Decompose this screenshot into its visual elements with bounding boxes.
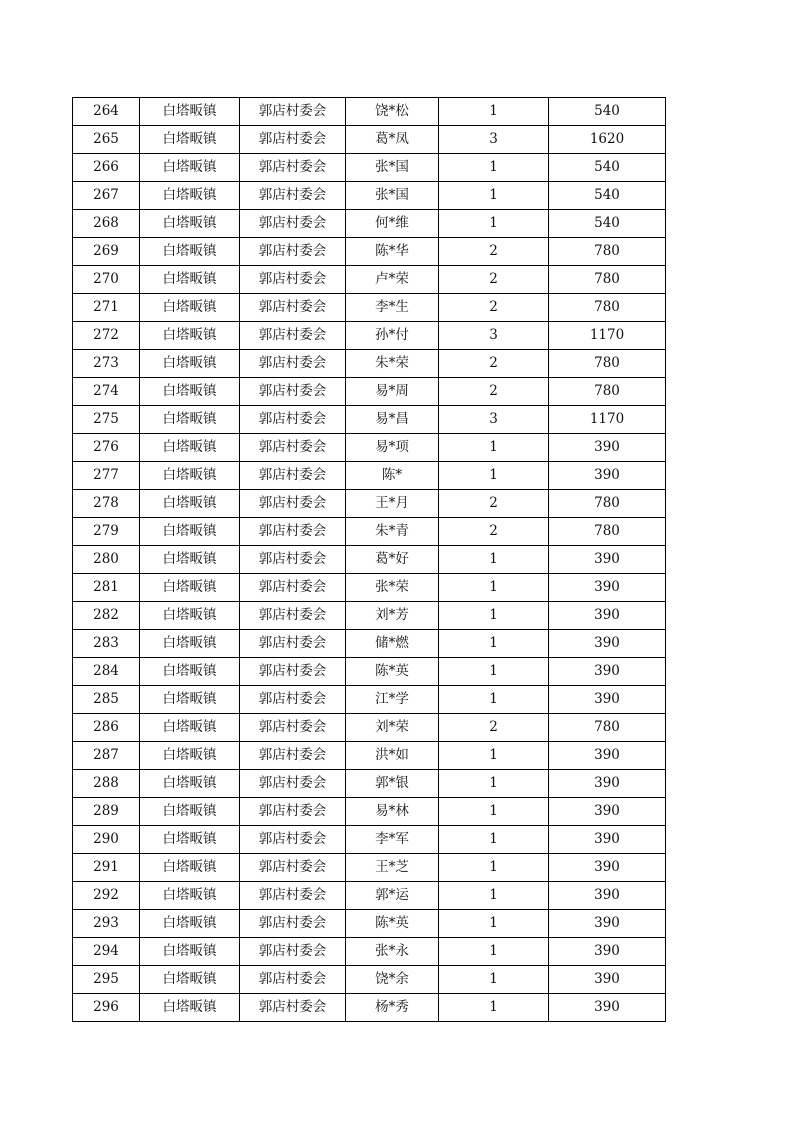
town-cell: 白塔畈镇 bbox=[140, 322, 240, 350]
row-number-cell: 295 bbox=[73, 966, 140, 994]
village-committee-cell: 郭店村委会 bbox=[240, 938, 346, 966]
village-committee-cell: 郭店村委会 bbox=[240, 98, 346, 126]
household-count-cell: 1 bbox=[439, 770, 549, 798]
household-count-cell: 1 bbox=[439, 910, 549, 938]
village-committee-cell: 郭店村委会 bbox=[240, 854, 346, 882]
table-row bbox=[73, 882, 666, 910]
household-count-cell: 3 bbox=[439, 322, 549, 350]
village-committee-cell: 郭店村委会 bbox=[240, 966, 346, 994]
table-row bbox=[73, 322, 666, 350]
household-count-cell: 1 bbox=[439, 658, 549, 686]
village-committee-cell: 郭店村委会 bbox=[240, 350, 346, 378]
table-row bbox=[73, 406, 666, 434]
household-count-cell: 2 bbox=[439, 238, 549, 266]
row-number-cell: 286 bbox=[73, 714, 140, 742]
household-count-cell: 1 bbox=[439, 938, 549, 966]
village-committee-cell: 郭店村委会 bbox=[240, 994, 346, 1022]
row-number-cell: 271 bbox=[73, 294, 140, 322]
town-cell: 白塔畈镇 bbox=[140, 574, 240, 602]
name-cell: 孙*付 bbox=[346, 322, 439, 350]
row-number-cell: 266 bbox=[73, 154, 140, 182]
amount-cell: 540 bbox=[549, 98, 666, 126]
name-cell: 易*周 bbox=[346, 378, 439, 406]
village-committee-cell: 郭店村委会 bbox=[240, 294, 346, 322]
household-count-cell: 1 bbox=[439, 630, 549, 658]
town-cell: 白塔畈镇 bbox=[140, 238, 240, 266]
household-count-cell: 2 bbox=[439, 350, 549, 378]
village-committee-cell: 郭店村委会 bbox=[240, 910, 346, 938]
name-cell: 张*国 bbox=[346, 154, 439, 182]
table-row bbox=[73, 742, 666, 770]
amount-cell: 390 bbox=[549, 602, 666, 630]
village-committee-cell: 郭店村委会 bbox=[240, 378, 346, 406]
household-count-cell: 1 bbox=[439, 98, 549, 126]
town-cell: 白塔畈镇 bbox=[140, 462, 240, 490]
household-count-cell: 1 bbox=[439, 210, 549, 238]
village-committee-cell: 郭店村委会 bbox=[240, 798, 346, 826]
town-cell: 白塔畈镇 bbox=[140, 630, 240, 658]
row-number-cell: 290 bbox=[73, 826, 140, 854]
table-row bbox=[73, 350, 666, 378]
town-cell: 白塔畈镇 bbox=[140, 126, 240, 154]
amount-cell: 390 bbox=[549, 658, 666, 686]
village-committee-cell: 郭店村委会 bbox=[240, 490, 346, 518]
table-row bbox=[73, 602, 666, 630]
table-row bbox=[73, 658, 666, 686]
household-count-cell: 1 bbox=[439, 994, 549, 1022]
household-count-cell: 1 bbox=[439, 742, 549, 770]
row-number-cell: 270 bbox=[73, 266, 140, 294]
row-number-cell: 278 bbox=[73, 490, 140, 518]
name-cell: 陈* bbox=[346, 462, 439, 490]
name-cell: 易*项 bbox=[346, 434, 439, 462]
table-row bbox=[73, 434, 666, 462]
town-cell: 白塔畈镇 bbox=[140, 602, 240, 630]
village-committee-cell: 郭店村委会 bbox=[240, 126, 346, 154]
village-committee-cell: 郭店村委会 bbox=[240, 210, 346, 238]
row-number-cell: 282 bbox=[73, 602, 140, 630]
village-committee-cell: 郭店村委会 bbox=[240, 770, 346, 798]
row-number-cell: 264 bbox=[73, 98, 140, 126]
row-number-cell: 276 bbox=[73, 434, 140, 462]
amount-cell: 390 bbox=[549, 546, 666, 574]
row-number-cell: 289 bbox=[73, 798, 140, 826]
row-number-cell: 273 bbox=[73, 350, 140, 378]
name-cell: 储*燃 bbox=[346, 630, 439, 658]
household-count-cell: 2 bbox=[439, 266, 549, 294]
town-cell: 白塔畈镇 bbox=[140, 294, 240, 322]
row-number-cell: 265 bbox=[73, 126, 140, 154]
table-row bbox=[73, 98, 666, 126]
village-committee-cell: 郭店村委会 bbox=[240, 686, 346, 714]
town-cell: 白塔畈镇 bbox=[140, 826, 240, 854]
row-number-cell: 280 bbox=[73, 546, 140, 574]
town-cell: 白塔畈镇 bbox=[140, 798, 240, 826]
row-number-cell: 268 bbox=[73, 210, 140, 238]
name-cell: 郭*银 bbox=[346, 770, 439, 798]
village-committee-cell: 郭店村委会 bbox=[240, 266, 346, 294]
table-row bbox=[73, 630, 666, 658]
table-row bbox=[73, 546, 666, 574]
table-row bbox=[73, 770, 666, 798]
town-cell: 白塔畈镇 bbox=[140, 938, 240, 966]
amount-cell: 390 bbox=[549, 882, 666, 910]
village-committee-cell: 郭店村委会 bbox=[240, 658, 346, 686]
household-count-cell: 2 bbox=[439, 518, 549, 546]
table-row bbox=[73, 210, 666, 238]
village-committee-cell: 郭店村委会 bbox=[240, 434, 346, 462]
household-count-cell: 3 bbox=[439, 126, 549, 154]
village-committee-cell: 郭店村委会 bbox=[240, 322, 346, 350]
table-row bbox=[73, 966, 666, 994]
town-cell: 白塔畈镇 bbox=[140, 770, 240, 798]
amount-cell: 780 bbox=[549, 378, 666, 406]
household-count-cell: 1 bbox=[439, 462, 549, 490]
name-cell: 王*芝 bbox=[346, 854, 439, 882]
row-number-cell: 279 bbox=[73, 518, 140, 546]
table-row bbox=[73, 994, 666, 1022]
name-cell: 杨*秀 bbox=[346, 994, 439, 1022]
household-count-cell: 2 bbox=[439, 378, 549, 406]
amount-cell: 780 bbox=[549, 490, 666, 518]
household-count-cell: 1 bbox=[439, 182, 549, 210]
table-row bbox=[73, 938, 666, 966]
town-cell: 白塔畈镇 bbox=[140, 994, 240, 1022]
village-committee-cell: 郭店村委会 bbox=[240, 882, 346, 910]
row-number-cell: 269 bbox=[73, 238, 140, 266]
amount-cell: 540 bbox=[549, 154, 666, 182]
amount-cell: 390 bbox=[549, 826, 666, 854]
row-number-cell: 272 bbox=[73, 322, 140, 350]
amount-cell: 780 bbox=[549, 518, 666, 546]
town-cell: 白塔畈镇 bbox=[140, 154, 240, 182]
table-row bbox=[73, 490, 666, 518]
amount-cell: 390 bbox=[549, 686, 666, 714]
amount-cell: 390 bbox=[549, 770, 666, 798]
row-number-cell: 267 bbox=[73, 182, 140, 210]
table-row bbox=[73, 378, 666, 406]
name-cell: 李*生 bbox=[346, 294, 439, 322]
town-cell: 白塔畈镇 bbox=[140, 210, 240, 238]
amount-cell: 390 bbox=[549, 630, 666, 658]
village-committee-cell: 郭店村委会 bbox=[240, 602, 346, 630]
amount-cell: 390 bbox=[549, 434, 666, 462]
household-count-cell: 1 bbox=[439, 882, 549, 910]
name-cell: 陈*英 bbox=[346, 658, 439, 686]
row-number-cell: 287 bbox=[73, 742, 140, 770]
town-cell: 白塔畈镇 bbox=[140, 742, 240, 770]
table-row bbox=[73, 798, 666, 826]
table-row bbox=[73, 574, 666, 602]
table-row bbox=[73, 714, 666, 742]
amount-cell: 540 bbox=[549, 182, 666, 210]
household-count-cell: 2 bbox=[439, 714, 549, 742]
row-number-cell: 288 bbox=[73, 770, 140, 798]
village-committee-cell: 郭店村委会 bbox=[240, 546, 346, 574]
row-number-cell: 283 bbox=[73, 630, 140, 658]
row-number-cell: 296 bbox=[73, 994, 140, 1022]
amount-cell: 1170 bbox=[549, 406, 666, 434]
row-number-cell: 291 bbox=[73, 854, 140, 882]
amount-cell: 390 bbox=[549, 938, 666, 966]
row-number-cell: 275 bbox=[73, 406, 140, 434]
name-cell: 张*国 bbox=[346, 182, 439, 210]
table-row bbox=[73, 686, 666, 714]
name-cell: 郭*运 bbox=[346, 882, 439, 910]
row-number-cell: 281 bbox=[73, 574, 140, 602]
town-cell: 白塔畈镇 bbox=[140, 686, 240, 714]
name-cell: 陈*华 bbox=[346, 238, 439, 266]
name-cell: 陈*英 bbox=[346, 910, 439, 938]
household-count-cell: 3 bbox=[439, 406, 549, 434]
household-count-cell: 1 bbox=[439, 798, 549, 826]
household-count-cell: 1 bbox=[439, 854, 549, 882]
name-cell: 张*永 bbox=[346, 938, 439, 966]
amount-cell: 390 bbox=[549, 574, 666, 602]
row-number-cell: 293 bbox=[73, 910, 140, 938]
name-cell: 江*学 bbox=[346, 686, 439, 714]
amount-cell: 390 bbox=[549, 462, 666, 490]
amount-cell: 390 bbox=[549, 854, 666, 882]
amount-cell: 780 bbox=[549, 350, 666, 378]
town-cell: 白塔畈镇 bbox=[140, 882, 240, 910]
town-cell: 白塔畈镇 bbox=[140, 518, 240, 546]
roster-table-body bbox=[73, 98, 666, 1022]
amount-cell: 540 bbox=[549, 210, 666, 238]
household-count-cell: 1 bbox=[439, 602, 549, 630]
village-committee-cell: 郭店村委会 bbox=[240, 238, 346, 266]
name-cell: 葛*凤 bbox=[346, 126, 439, 154]
town-cell: 白塔畈镇 bbox=[140, 378, 240, 406]
name-cell: 易*昌 bbox=[346, 406, 439, 434]
name-cell: 葛*好 bbox=[346, 546, 439, 574]
row-number-cell: 284 bbox=[73, 658, 140, 686]
town-cell: 白塔畈镇 bbox=[140, 406, 240, 434]
village-committee-cell: 郭店村委会 bbox=[240, 630, 346, 658]
household-count-cell: 1 bbox=[439, 154, 549, 182]
table-row bbox=[73, 518, 666, 546]
amount-cell: 390 bbox=[549, 798, 666, 826]
village-committee-cell: 郭店村委会 bbox=[240, 406, 346, 434]
name-cell: 易*林 bbox=[346, 798, 439, 826]
amount-cell: 1170 bbox=[549, 322, 666, 350]
household-count-cell: 1 bbox=[439, 546, 549, 574]
row-number-cell: 294 bbox=[73, 938, 140, 966]
table-row bbox=[73, 126, 666, 154]
table-row bbox=[73, 182, 666, 210]
household-count-cell: 1 bbox=[439, 966, 549, 994]
table-row bbox=[73, 238, 666, 266]
name-cell: 王*月 bbox=[346, 490, 439, 518]
name-cell: 刘*芳 bbox=[346, 602, 439, 630]
town-cell: 白塔畈镇 bbox=[140, 98, 240, 126]
name-cell: 朱*荣 bbox=[346, 350, 439, 378]
name-cell: 洪*如 bbox=[346, 742, 439, 770]
table-row bbox=[73, 294, 666, 322]
table-row bbox=[73, 266, 666, 294]
household-count-cell: 2 bbox=[439, 490, 549, 518]
village-committee-cell: 郭店村委会 bbox=[240, 154, 346, 182]
amount-cell: 1620 bbox=[549, 126, 666, 154]
town-cell: 白塔畈镇 bbox=[140, 546, 240, 574]
village-committee-cell: 郭店村委会 bbox=[240, 714, 346, 742]
amount-cell: 390 bbox=[549, 742, 666, 770]
town-cell: 白塔畈镇 bbox=[140, 658, 240, 686]
household-count-cell: 2 bbox=[439, 294, 549, 322]
name-cell: 饶*余 bbox=[346, 966, 439, 994]
household-count-cell: 1 bbox=[439, 826, 549, 854]
row-number-cell: 285 bbox=[73, 686, 140, 714]
roster-table bbox=[72, 97, 666, 1022]
household-count-cell: 1 bbox=[439, 434, 549, 462]
amount-cell: 390 bbox=[549, 966, 666, 994]
name-cell: 张*荣 bbox=[346, 574, 439, 602]
amount-cell: 780 bbox=[549, 714, 666, 742]
village-committee-cell: 郭店村委会 bbox=[240, 182, 346, 210]
village-committee-cell: 郭店村委会 bbox=[240, 826, 346, 854]
amount-cell: 780 bbox=[549, 238, 666, 266]
table-row bbox=[73, 854, 666, 882]
village-committee-cell: 郭店村委会 bbox=[240, 574, 346, 602]
row-number-cell: 274 bbox=[73, 378, 140, 406]
name-cell: 刘*荣 bbox=[346, 714, 439, 742]
town-cell: 白塔畈镇 bbox=[140, 854, 240, 882]
amount-cell: 780 bbox=[549, 266, 666, 294]
name-cell: 李*军 bbox=[346, 826, 439, 854]
row-number-cell: 292 bbox=[73, 882, 140, 910]
name-cell: 卢*荣 bbox=[346, 266, 439, 294]
name-cell: 饶*松 bbox=[346, 98, 439, 126]
table-row bbox=[73, 462, 666, 490]
village-committee-cell: 郭店村委会 bbox=[240, 462, 346, 490]
table-row bbox=[73, 826, 666, 854]
name-cell: 何*维 bbox=[346, 210, 439, 238]
town-cell: 白塔畈镇 bbox=[140, 434, 240, 462]
town-cell: 白塔畈镇 bbox=[140, 910, 240, 938]
town-cell: 白塔畈镇 bbox=[140, 714, 240, 742]
row-number-cell: 277 bbox=[73, 462, 140, 490]
name-cell: 朱*青 bbox=[346, 518, 439, 546]
amount-cell: 390 bbox=[549, 910, 666, 938]
town-cell: 白塔畈镇 bbox=[140, 350, 240, 378]
town-cell: 白塔畈镇 bbox=[140, 266, 240, 294]
town-cell: 白塔畈镇 bbox=[140, 182, 240, 210]
amount-cell: 390 bbox=[549, 994, 666, 1022]
amount-cell: 780 bbox=[549, 294, 666, 322]
table-row bbox=[73, 154, 666, 182]
household-count-cell: 1 bbox=[439, 574, 549, 602]
town-cell: 白塔畈镇 bbox=[140, 966, 240, 994]
village-committee-cell: 郭店村委会 bbox=[240, 518, 346, 546]
table-row bbox=[73, 910, 666, 938]
village-committee-cell: 郭店村委会 bbox=[240, 742, 346, 770]
town-cell: 白塔畈镇 bbox=[140, 490, 240, 518]
household-count-cell: 1 bbox=[439, 686, 549, 714]
